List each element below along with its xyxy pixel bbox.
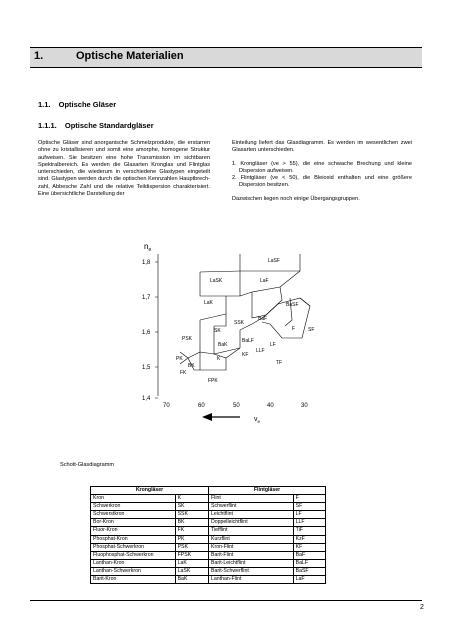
right-list (232, 161, 412, 190)
table-cell: LaSK (175, 567, 208, 575)
region-label-pk: PK (176, 356, 183, 362)
table-cell: BaF (293, 551, 325, 559)
region-label-bak: BaK (218, 342, 228, 348)
region-label-tf: TF (276, 360, 283, 366)
table-cell: Bor-Kron (91, 519, 176, 527)
list-item: 1. Krongläser (νe > 55), die eine schwache Brechung und kleine Dispersion aufweisen. (232, 160, 412, 174)
table-row (91, 527, 326, 535)
table-cell: Doppelleichtflint (209, 519, 294, 527)
region-label-psk: PSK (182, 336, 193, 342)
y-tick-label: 1,5 (142, 365, 151, 371)
table-cell: BaSF (293, 567, 325, 575)
table-cell: BaK (175, 576, 208, 584)
y-tick-label: 1,7 (142, 295, 151, 301)
y-ticks (142, 260, 158, 402)
table-row (91, 511, 326, 519)
table-cell: PSK (175, 543, 208, 551)
table-cell: Schwerstkron (91, 511, 176, 519)
subsection-number: 1.1.1. (38, 121, 57, 130)
table-cell: LaF (293, 576, 325, 584)
region-label-lasf: LaSF (268, 258, 280, 264)
table-cell: Lanthan-Flint (209, 576, 294, 584)
table-row (91, 543, 326, 551)
table-row (91, 495, 326, 503)
table-row (91, 576, 326, 584)
header-flintgläser: Flintgläser (209, 487, 326, 495)
glass-diagram (140, 240, 330, 430)
table-cell: Kron (91, 495, 176, 503)
glass-type-table (90, 486, 326, 584)
footer-rule (30, 600, 422, 601)
table-header-row (91, 487, 326, 495)
table-cell: SF (293, 503, 325, 511)
left-column-text (38, 140, 210, 198)
x-tick-label: 40 (267, 403, 274, 409)
x-ticks (163, 403, 308, 409)
table-cell: Fluophosphat-Schwerkron (91, 551, 176, 559)
right-column-text (232, 140, 412, 203)
table-cell: Schwerkron (91, 503, 176, 511)
table-cell: Flint (209, 495, 294, 503)
chapter-number: 1. (34, 50, 44, 62)
table-row (91, 535, 326, 543)
region-label-baf: BaF (258, 316, 268, 322)
x-tick-label: 60 (198, 403, 205, 409)
x-tick-label: 50 (233, 403, 240, 409)
direction-arrow (202, 413, 240, 421)
region-label-lf: LF (270, 342, 276, 348)
table-cell: LF (293, 511, 325, 519)
page-number: 2 (420, 604, 424, 611)
region-label-kf: KF (242, 352, 249, 358)
region-labels (176, 258, 314, 384)
table-cell: PK (175, 535, 208, 543)
region-label-ssk: SSK (234, 320, 245, 326)
table-cell: Phosphat-Kron (91, 535, 176, 543)
table-cell: Kurzflint (209, 535, 294, 543)
table-cell: TiF (293, 527, 325, 535)
table-cell: Lanthan-Kron (91, 559, 176, 567)
table-cell: SK (175, 503, 208, 511)
table-body (91, 495, 326, 584)
table-row (91, 519, 326, 527)
table-cell: K (175, 495, 208, 503)
chapter-heading-bar (30, 47, 422, 68)
table-cell: BK (175, 519, 208, 527)
table-cell: BaLF (293, 559, 325, 567)
y-tick-label: 1,4 (142, 396, 151, 402)
subsection-heading (38, 121, 154, 130)
section-heading (38, 100, 116, 109)
region-label-lak: LaK (204, 300, 213, 306)
table-cell: Kron-Flint (209, 543, 294, 551)
chapter-title: Optische Materialien (76, 50, 184, 62)
region-label-llf: LLF (256, 348, 265, 354)
region-label-k: K (217, 356, 221, 362)
header-krongläser: Krongläser (91, 487, 209, 495)
table-cell: Phosphat-Schwerkron (91, 543, 176, 551)
table-cell: FK (175, 527, 208, 535)
table-cell: Schwerflint (209, 503, 294, 511)
y-tick-label: 1,8 (142, 260, 151, 266)
left-paragraph: Optische Gläser sind anorganische Schmelzprodukte, die erstarren ohne zu kristallisieren und somit eine amorphe, homogene Struktur aufweisen. Sie besitzen eine hohe Transmission im sichtbaren Spektralbereich. Es werden die Glasarten Kronglas und Flintglas unterschieden, die wiederum in verschiedene Glastypen eingeteilt sind. Glastypen werden durch die optischen Kennzahlen Hauptbrechzahl, Abbesche Zahl und die relative Teildispersion charakterisiert. Eine übersichtliche Darstellung der (38, 140, 210, 198)
table-row (91, 551, 326, 559)
table-cell: LaK (175, 559, 208, 567)
table-cell: Tiefflint (209, 527, 294, 535)
table-cell: Barit-Kron (91, 576, 176, 584)
y-axis-label: $n_e$ (144, 242, 152, 253)
x-axis-label: $\nu_e$ (254, 416, 261, 424)
table-cell: SSK (175, 511, 208, 519)
right-intro: Einteilung liefert das Glasdiagramm. Es werden im wesentlichen zwei Glasarten unterschieden. (232, 140, 412, 154)
table-cell: FPSK (175, 551, 208, 559)
table-cell: KzF (293, 535, 325, 543)
table-cell: Barit-Flint (209, 551, 294, 559)
table-row (91, 503, 326, 511)
region-label-f: F (292, 326, 296, 332)
section-number: 1.1. (38, 100, 51, 109)
table-cell: LLF (293, 519, 325, 527)
section-title: Optische Gläser (58, 100, 117, 109)
table-row (91, 567, 326, 575)
table-cell: F (293, 495, 325, 503)
figure-caption: Schott-Glasdiagramm (60, 462, 115, 468)
table-cell: Lanthan-Schwerkron (91, 567, 176, 575)
table-cell: Barit-Leichtflint (209, 559, 294, 567)
region-label-sf: SF (308, 327, 315, 333)
x-tick-label: 70 (163, 403, 170, 409)
list-item: 2. Flintgläser (νe < 50), die Bleioxid enthalten und eine größere Dispersion besitzen. (232, 175, 412, 189)
region-label-fk: FK (180, 370, 187, 376)
table-cell: Leichtflint (209, 511, 294, 519)
table-cell: Barit-Schwerflint (209, 567, 294, 575)
region-label-laf: LaF (260, 278, 269, 284)
region-label-bk: BK (188, 363, 195, 369)
x-tick-label: 30 (301, 403, 308, 409)
y-tick-label: 1,6 (142, 330, 151, 336)
table-cell: KF (293, 543, 325, 551)
region-label-sk: SK (214, 328, 221, 334)
table-row (91, 559, 326, 567)
region-label-basf: BaSF (286, 302, 299, 308)
subsection-title: Optische Standardgläser (64, 121, 154, 130)
region-label-balf: BaLF (242, 338, 254, 344)
region-label-fpk: FPK (208, 378, 218, 384)
table-cell: Fluor-Kron (91, 527, 176, 535)
right-outro: Dazwischen liegen noch einige Übergangsgruppen. (232, 195, 360, 202)
region-label-lask: LaSK (210, 278, 223, 284)
